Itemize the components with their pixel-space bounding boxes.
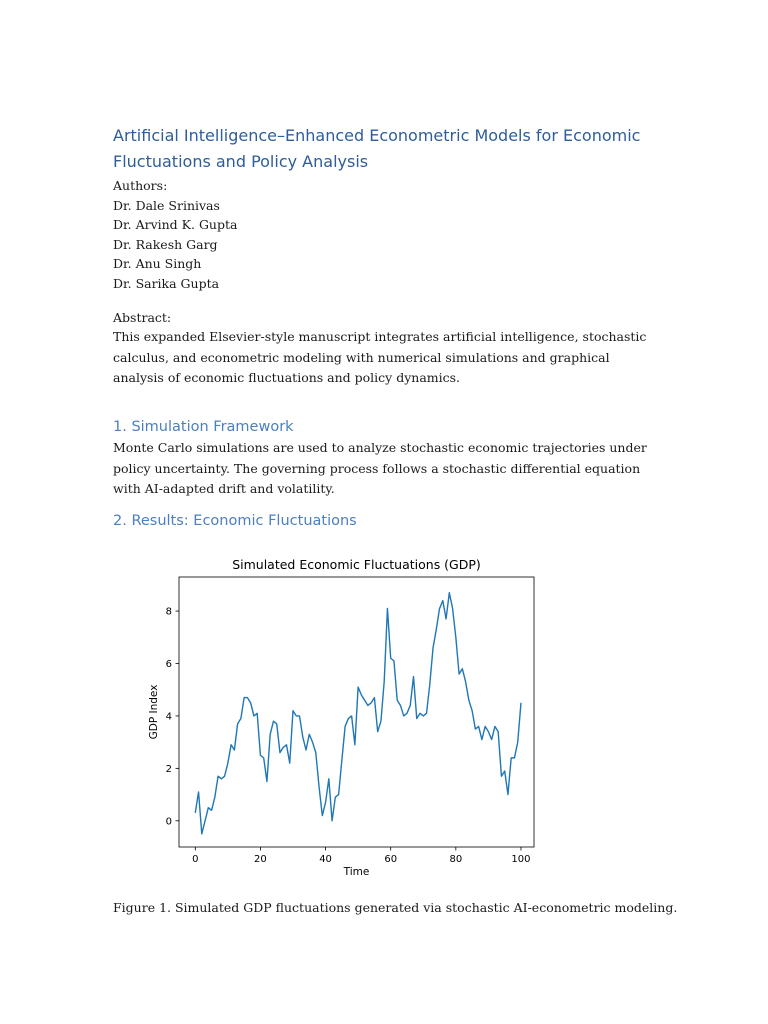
x-tick-label: 80 [449, 854, 463, 865]
x-tick-label: 20 [254, 854, 267, 865]
y-tick-label: 4 [165, 711, 172, 723]
x-tick-label: 0 [192, 854, 199, 865]
series-line [195, 593, 521, 834]
author-name: Dr. Anu Singh [113, 256, 202, 271]
authors-label: Authors: [113, 178, 168, 193]
y-axis-label: GDP Index [148, 684, 160, 740]
x-tick-label: 60 [384, 854, 398, 865]
y-tick-label: 0 [165, 816, 172, 828]
author-name: Dr. Rakesh Garg [113, 236, 218, 252]
x-tick-label: 100 [511, 854, 531, 865]
y-tick-label: 8 [165, 606, 172, 618]
y-tick-label: 6 [165, 659, 172, 671]
y-tick-label: 2 [165, 763, 172, 775]
gdp-line-chart [138, 552, 538, 887]
abstract-text: This expanded Elsevier-style manuscript integrates artificial intelligence, stochastic calculus, and econometric modeling with numerical simulations and graphical analysis of economic fluctuations and policy dynamics. [113, 329, 647, 385]
x-axis-label: Time [343, 866, 370, 878]
author-name: Dr. Sarika Gupta [113, 275, 220, 291]
paper-title: Artificial Intelligence–Enhanced Econometric Models for Economic Fluctuations and Policy Analysis [113, 126, 641, 171]
abstract-label: Abstract: [113, 310, 172, 325]
figure-caption: Figure 1. Simulated GDP fluctuations generated via stochastic AI-econometric modeling. [113, 900, 678, 915]
author-name: Dr. Arvind K. Gupta [113, 217, 238, 232]
section-1-text: Monte Carlo simulations are used to analyze stochastic economic trajectories under policy uncertainty. The governing process follows a stochastic differential equation with AI-adapted drift and volatility. [113, 440, 647, 496]
section-heading-results: 2. Results: Economic Fluctuations [113, 513, 357, 529]
section-heading-simulation-framework: 1. Simulation Framework [113, 419, 294, 435]
author-name: Dr. Dale Srinivas [113, 197, 220, 213]
chart-title: Simulated Economic Fluctuations (GDP) [232, 557, 481, 572]
x-tick-label: 40 [319, 854, 332, 865]
authors-block [113, 176, 237, 293]
